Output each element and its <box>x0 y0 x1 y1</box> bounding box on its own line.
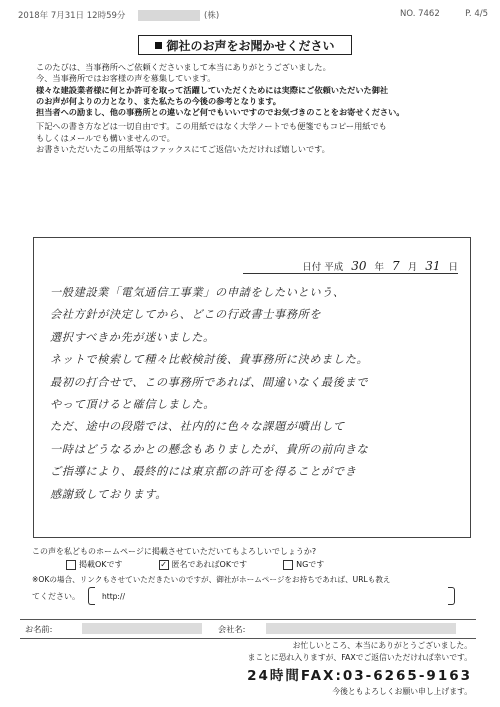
date-month-unit: 月 <box>407 262 418 273</box>
company-label: 会社名: <box>218 624 246 634</box>
handwritten-letter-box <box>33 237 471 538</box>
checkbox[interactable]: ✓ <box>160 559 167 569</box>
closing-line: 今後ともよろしくお願い申し上げます。 <box>332 687 472 696</box>
square-bullet-icon <box>155 42 162 49</box>
thanks-line: お忙しいところ、本当にありがとうございました。 <box>292 641 472 650</box>
intro-line: 担当者への励まし、他の事務所との違いなど何でもいいですのでお気づきのことをお寄せください。 <box>36 107 405 118</box>
handwritten-line: やって頂けると確信しました。 <box>50 398 216 412</box>
ok-note: ※OKの場合、リンクもさせていただきたいのですが、御社がホームページをお持ちであれば、URLも教え <box>32 575 391 584</box>
consent-option[interactable] <box>66 559 123 570</box>
intro-line: お書きいただいたこの用紙等はファックスにてご返信いただければ嬉しいです。 <box>36 144 330 155</box>
intro-line: このたびは、当事務所へご依頼くださいまして本当にありがとうございました。 <box>36 62 331 72</box>
handwritten-line: 最初の打合せで、この事務所であれば、間違いなく最後まで <box>50 375 369 389</box>
fax-page: P. 4/5 <box>465 9 488 19</box>
intro-line: 下記への書き方などは一切自由です。この用紙ではなく大学ノートでも便箋でもコピー用紙でも <box>36 121 387 132</box>
handwritten-line: ご指導により、最終的には東京都の許可を得ることができ <box>50 465 357 479</box>
date-day-unit: 日 <box>448 262 458 273</box>
date-underline <box>243 273 458 274</box>
intro-line: もしくはメールでも構いませんので。 <box>36 132 175 143</box>
date-month: 7 <box>392 259 400 273</box>
handwritten-line: 一般建設業「電気通信工事業」の申請をしたいという、 <box>50 286 345 299</box>
fax-timestamp: 2018年 7月31日 12時59分 <box>18 11 126 21</box>
url-field[interactable]: http:// <box>102 592 125 601</box>
date-year: 30 <box>351 259 367 273</box>
consent-option[interactable] <box>283 559 324 570</box>
url-bracket-right <box>448 587 455 605</box>
intro-text <box>36 62 476 155</box>
handwritten-line: 会社方針が決定してから、どこの行政書士事務所を <box>50 308 322 322</box>
handwritten-line: ただ、途中の段階では、社内的に色々な課題が噴出して <box>50 420 345 434</box>
consent-option[interactable] <box>159 559 248 570</box>
form-title <box>138 35 352 55</box>
handwritten-line: 一時はどうなるかとの懸念もありましたが、貴所の前向きな <box>50 442 369 456</box>
date-day: 31 <box>425 259 441 273</box>
date-label: 日付 <box>302 262 322 273</box>
redacted-sender <box>138 10 200 21</box>
date-year-unit: 年 <box>374 262 385 273</box>
fax-number: NO. 7462 <box>400 9 440 19</box>
redacted-company <box>266 623 456 634</box>
fax-header <box>18 9 488 23</box>
form-title-text: 御社のお声をお聞かせください <box>166 38 335 53</box>
intro-line: 今、当事務所ではお客様の声を募集しています。 <box>36 73 216 84</box>
date-era: 平成 <box>324 262 344 273</box>
checkbox[interactable] <box>283 560 293 570</box>
consent-option-label: NGです <box>296 560 325 569</box>
handwritten-text <box>50 282 460 506</box>
intro-line: のお声が何よりの力となり、また私たちの今後の参考となります。 <box>36 95 281 106</box>
url-row <box>32 587 477 607</box>
checkbox[interactable] <box>66 560 76 570</box>
name-row <box>20 619 476 639</box>
consent-option-label: 匿名であればOKです <box>171 560 248 569</box>
name-label: お名前: <box>25 624 53 634</box>
url-label: てください。 <box>32 592 80 601</box>
handwritten-line: 感謝致しております。 <box>50 487 167 501</box>
fax-request-line: まことに恐れ入りますが、FAXでご返信いただければ幸いです。 <box>247 653 472 662</box>
consent-question: この声を私どものホームページに掲載させていただいてもよろしいでしょうか? <box>32 547 317 556</box>
letter-date <box>302 259 458 273</box>
url-bracket-left <box>88 587 95 605</box>
intro-line: 様々な建設業者様に何とか許可を取って活躍していただくためには実際にご依頼いただいた御社 <box>36 84 389 95</box>
handwritten-line: 選択すべきか先が迷いました。 <box>50 330 215 344</box>
fax-number-large: 24時間FAX:03-6265-9163 <box>247 668 472 684</box>
redacted-name <box>82 623 202 634</box>
fax-sender-suffix: (株) <box>204 11 220 21</box>
handwritten-line: ネットで検索して種々比較検討後、貴事務所に決めました。 <box>50 353 369 367</box>
consent-options <box>66 559 324 570</box>
consent-option-label: 掲載OKです <box>79 560 123 569</box>
